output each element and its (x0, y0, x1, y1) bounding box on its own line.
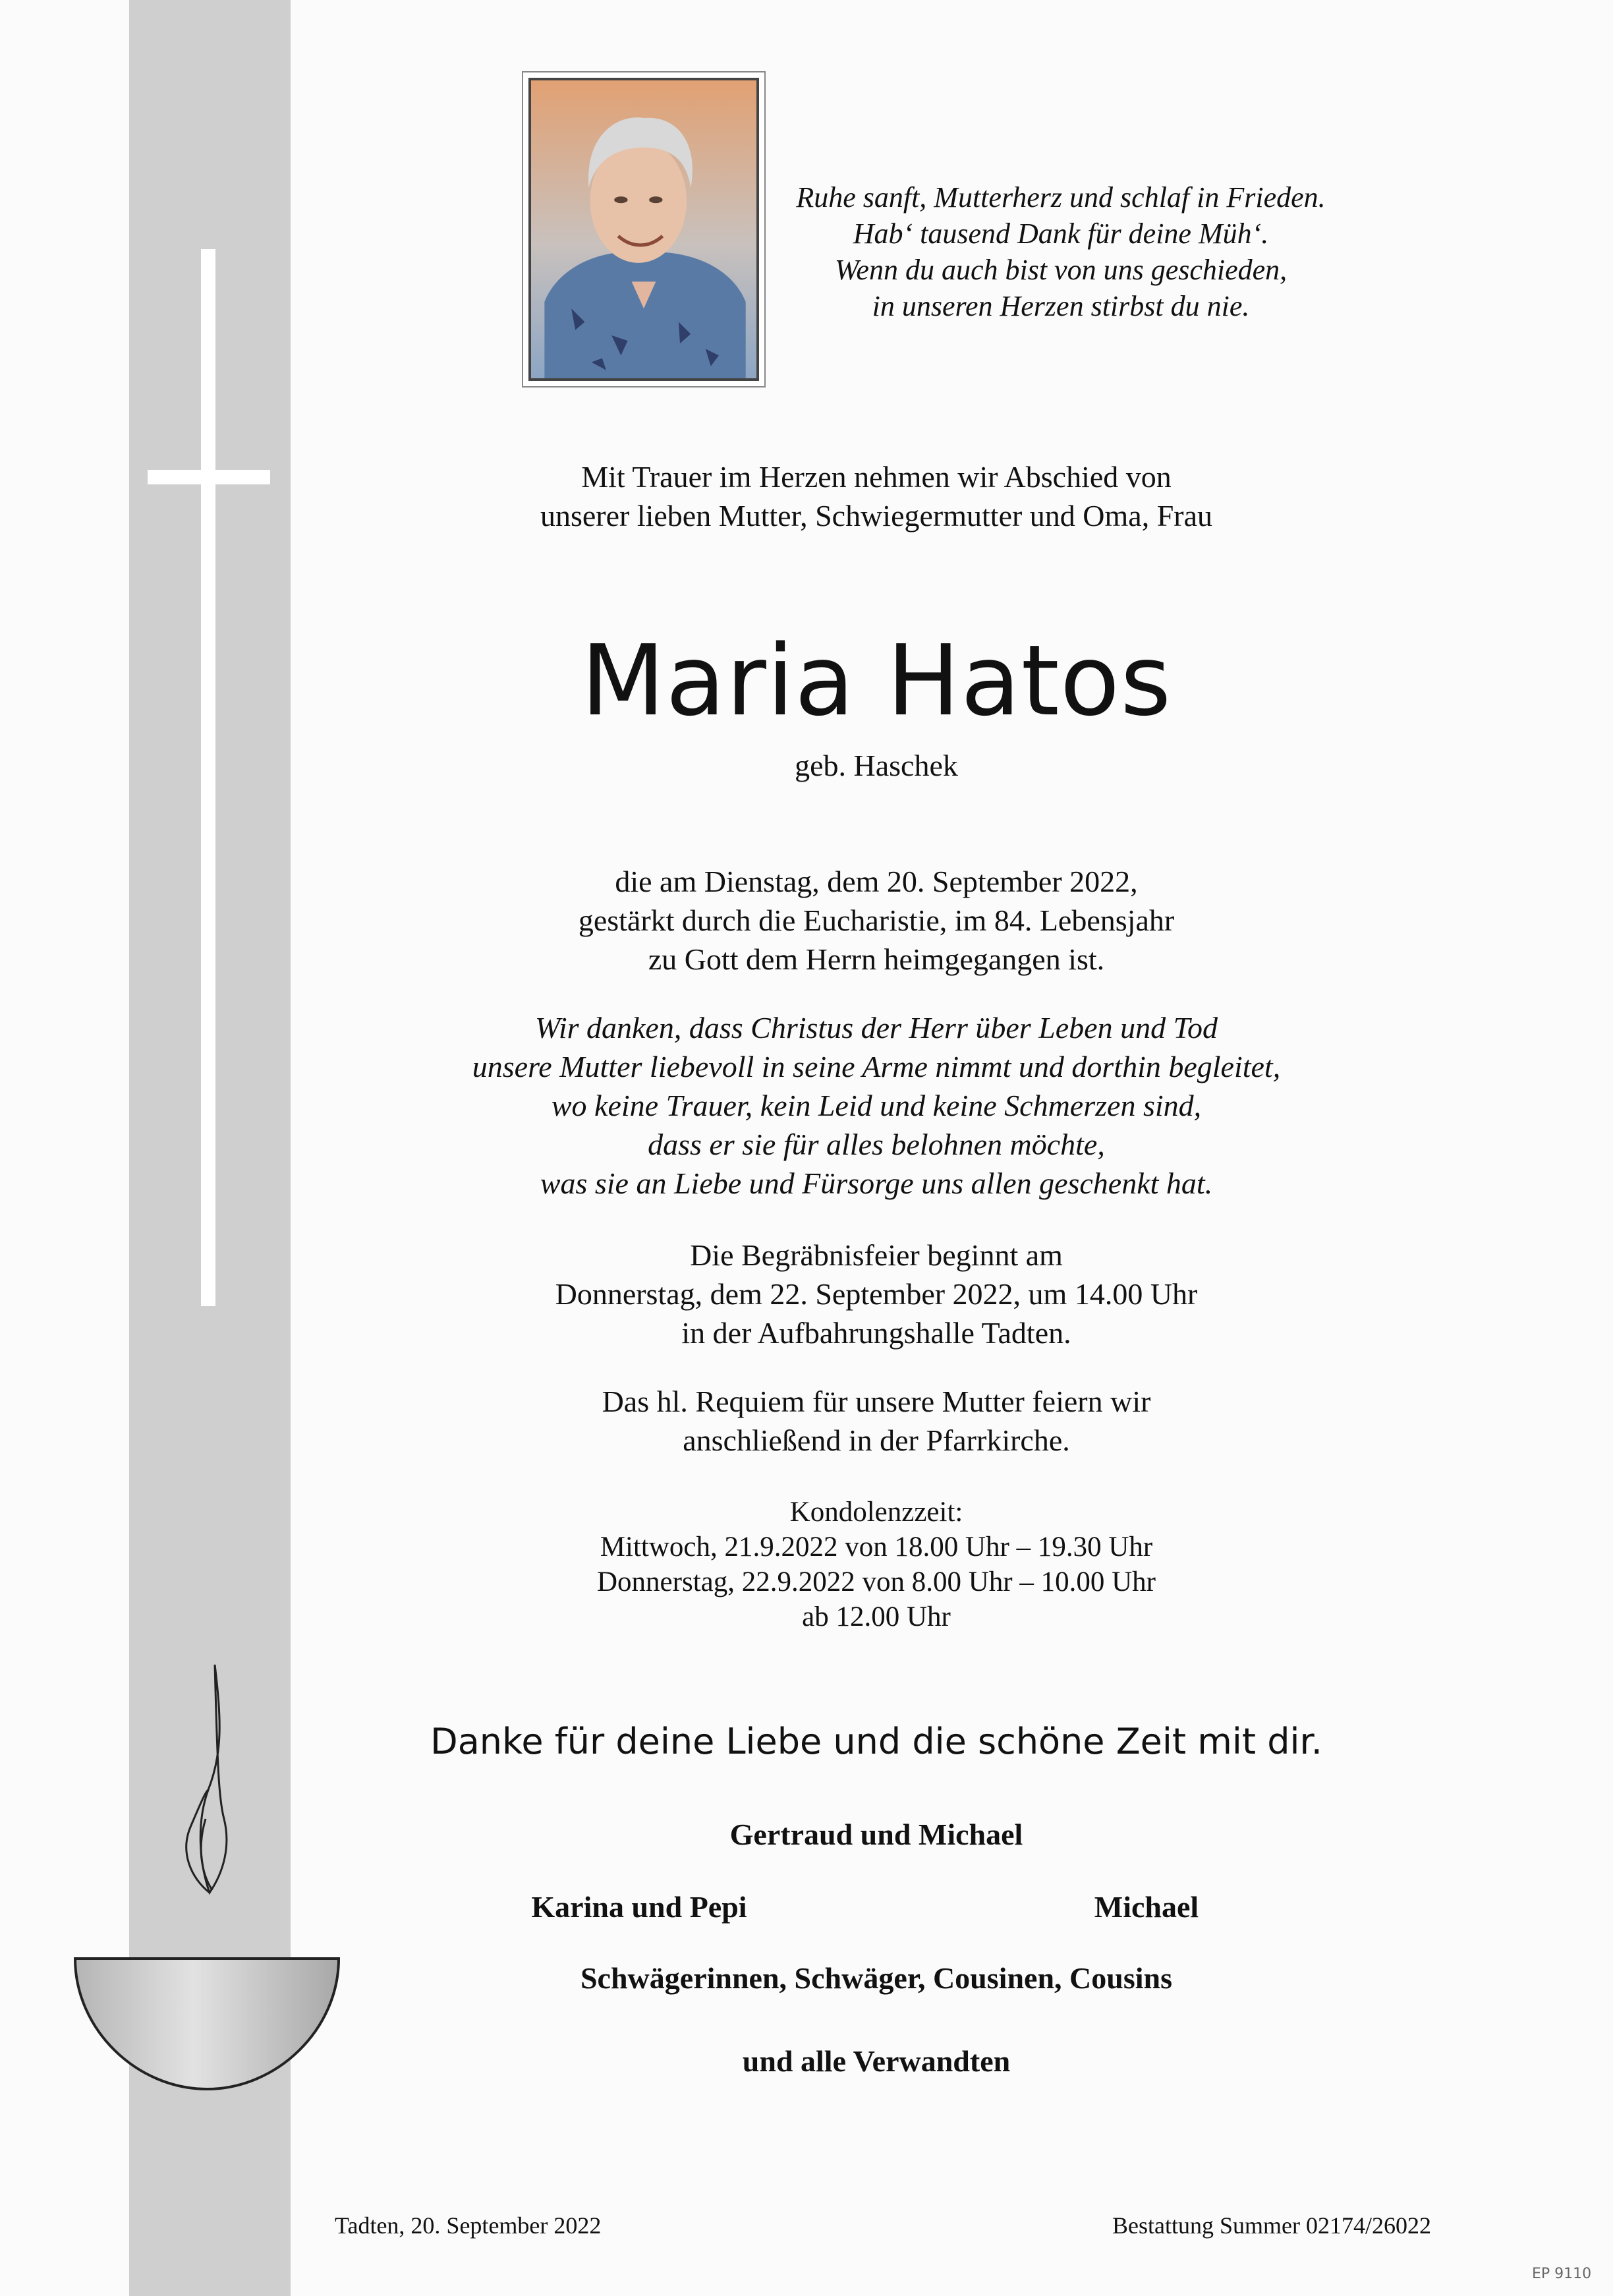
lamp-bowl (75, 1959, 339, 2089)
intro-line: Mit Trauer im Herzen nehmen wir Abschied von (581, 460, 1172, 494)
portrait-photo (522, 71, 766, 387)
death-line: gestärkt durch die Eucharistie, im 84. Lebensjahr (578, 904, 1175, 937)
thanks-line: Danke für deine Liebe und die schöne Zeit mit dir. (430, 1721, 1322, 1762)
poem-line: in unseren Herzen stirbst du nie. (872, 290, 1250, 322)
poem-line: Ruhe sanft, Mutterherz und schlaf in Frieden. (796, 181, 1326, 214)
condolence-line: ab 12.00 Uhr (802, 1601, 951, 1632)
condolence-heading: Kondolenzzeit: (789, 1497, 963, 1528)
print-code: EP 9110 (1532, 2266, 1592, 2282)
poem (771, 179, 1351, 324)
oil-lamp-icon (66, 1661, 349, 2096)
maiden-name: geb. Haschek (795, 749, 958, 782)
funeral-info (448, 1236, 1305, 1352)
funeral-line: in der Aufbahrungshalle Tadten. (681, 1316, 1071, 1350)
death-line: zu Gott dem Herrn heimgegangen ist. (648, 942, 1105, 976)
requiem-line: anschließend in der Pfarrkirche. (683, 1423, 1070, 1457)
requiem-info (448, 1382, 1305, 1460)
deceased-name: Maria Hatos (580, 624, 1172, 737)
family-line-4: und alle Verwandten (742, 2044, 1011, 2078)
prayer-line: unsere Mutter liebevoll in seine Arme nimmt und dorthin begleitet, (472, 1050, 1281, 1083)
cross-icon-bar (148, 470, 270, 484)
place-date: Tadten, 20. September 2022 (335, 2212, 602, 2239)
condolence-times (448, 1495, 1305, 1634)
poem-line: Hab‘ tausend Dank für deine Müh‘. (853, 217, 1269, 250)
funeral-line: Donnerstag, dem 22. September 2022, um 14.00 Uhr (555, 1277, 1198, 1311)
flame-icon (200, 1665, 227, 1893)
portrait-image (531, 80, 756, 378)
prayer-line: was sie an Liebe und Fürsorge uns allen geschenkt hat. (540, 1166, 1213, 1200)
intro-line: unserer lieben Mutter, Schwiegermutter und Oma, Frau (540, 499, 1213, 532)
death-notice (448, 862, 1305, 979)
requiem-line: Das hl. Requiem für unsere Mutter feiern wir (602, 1385, 1151, 1418)
prayer-line: Wir danken, dass Christus der Herr über Leben und Tod (535, 1011, 1218, 1045)
family-line-1: Gertraud und Michael (729, 1818, 1023, 1851)
death-line: die am Dienstag, dem 20. September 2022, (615, 865, 1138, 898)
family-line-3: Schwägerinnen, Schwäger, Cousinen, Cousins (580, 1961, 1173, 1995)
cross-icon (201, 249, 215, 1306)
poem-line: Wenn du auch bist von uns geschieden, (834, 254, 1288, 286)
family-line-2-left: Karina und Pepi (531, 1890, 747, 1924)
condolence-line: Donnerstag, 22.9.2022 von 8.00 Uhr – 10.00 Uhr (597, 1566, 1156, 1597)
prayer-text (382, 1008, 1371, 1203)
family-line-2-right: Michael (1094, 1890, 1199, 1924)
prayer-line: dass er sie für alles belohnen möchte, (648, 1128, 1105, 1161)
funeral-line: Die Begräbnisfeier beginnt am (690, 1238, 1063, 1272)
prayer-line: wo keine Trauer, kein Leid und keine Schmerzen sind, (551, 1089, 1202, 1122)
intro-text (448, 457, 1305, 535)
funeral-home: Bestattung Summer 02174/26022 (1112, 2212, 1431, 2239)
condolence-line: Mittwoch, 21.9.2022 von 18.00 Uhr – 19.30 Uhr (600, 1532, 1153, 1563)
